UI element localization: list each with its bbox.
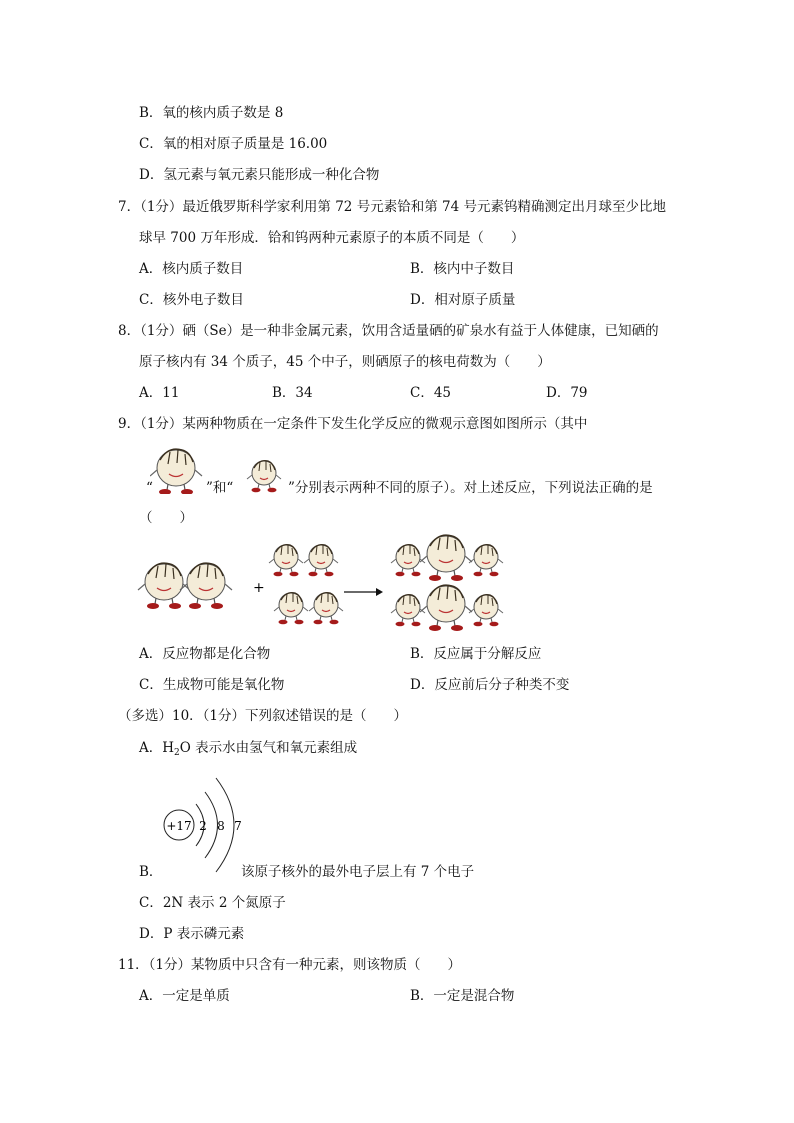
q10-option-b-text: 该原子核外的最外电子层上有 7 个电子 <box>241 864 475 880</box>
q7-option-b: B．核内中子数目 <box>410 261 515 277</box>
large-atom-figure-icon <box>150 446 206 494</box>
shell3-electrons: 7 <box>234 819 242 833</box>
q7-stem-line1: 7．（1分）最近俄罗斯科学家利用第 72 号元素铪和第 74 号元素钨精确测定出月球至少比地 <box>118 199 666 215</box>
atom-structure-diagram <box>160 766 250 876</box>
q11-option-b: B．一定是混合物 <box>410 988 515 1004</box>
q6-option-d: D．氢元素与氧元素只能形成一种化合物 <box>139 167 380 183</box>
q8-option-d: D．79 <box>546 385 588 401</box>
shell2-electrons: 8 <box>217 819 225 833</box>
q9-option-d: D．反应前后分子种类不变 <box>410 677 570 693</box>
q6-option-c: C．氧的相对原子质量是 16.00 <box>139 136 328 152</box>
q8-stem-line1: 8．（1分）硒（Se）是一种非金属元素，饮用含适量硒的矿泉水有益于人体健康，已知硒的 <box>118 323 659 339</box>
small-atom-figure-icon <box>244 456 288 496</box>
q11-option-a: A．一定是单质 <box>139 988 230 1004</box>
q7-option-a: A．核内质子数目 <box>139 261 244 277</box>
reactant-large-molecule <box>138 563 232 609</box>
q9-option-c: C．生成物可能是氧化物 <box>139 677 285 693</box>
reaction-diagram <box>136 534 522 634</box>
q8-option-b: B．34 <box>272 385 313 401</box>
q8-option-a: A．11 <box>139 385 180 401</box>
q7-option-d: D．相对原子质量 <box>410 292 516 308</box>
q7-stem-line2: 球早 700 万年形成．铪和钨两种元素原子的本质不同是（ ） <box>139 230 525 246</box>
q9-stem-line1: 9．（1分）某两种物质在一定条件下发生化学反应的微观示意图如图所示（其中 <box>118 416 588 432</box>
q10-option-b-label: B． <box>139 864 163 880</box>
nucleus-charge: +17 <box>166 819 192 833</box>
q10-option-d: D．P 表示磷元素 <box>139 926 245 942</box>
q9-stem-line3: （ ） <box>139 510 193 526</box>
plus-sign: + <box>253 580 265 596</box>
q8-option-c: C．45 <box>410 385 452 401</box>
q7-option-c: C．核外电子数目 <box>139 292 244 308</box>
q9-option-a: A．反应物都是化合物 <box>139 646 271 662</box>
q8-stem-line2: 原子核内有 34 个质子，45 个中子，则硒原子的核电荷数为（ ） <box>139 354 551 370</box>
product-molecules <box>391 535 503 631</box>
q10-option-c: C．2N 表示 2 个氮原子 <box>139 895 286 911</box>
q9-quote-open: “ <box>146 480 153 496</box>
q10-option-a: A．$H_2O$ 表示水由氢气和氧元素组成 <box>139 740 358 758</box>
q10-stem: （多选）10．（1分）下列叙述错误的是（ ） <box>118 708 408 724</box>
shell1-electrons: 2 <box>199 819 207 833</box>
q11-stem: 11．（1分）某物质中只含有一种元素，则该物质（ ） <box>118 957 462 973</box>
q9-stem-line2: ”分别表示两种不同的原子）。对上述反应，下列说法正确的是 <box>288 480 653 496</box>
reactant-small-molecules <box>269 545 343 625</box>
q9-quote-close-and: ”和“ <box>206 480 234 496</box>
q9-option-b: B．反应属于分解反应 <box>410 646 542 662</box>
q6-option-b: B．氧的核内质子数是 8 <box>139 105 284 121</box>
reaction-arrow-icon <box>344 588 383 596</box>
